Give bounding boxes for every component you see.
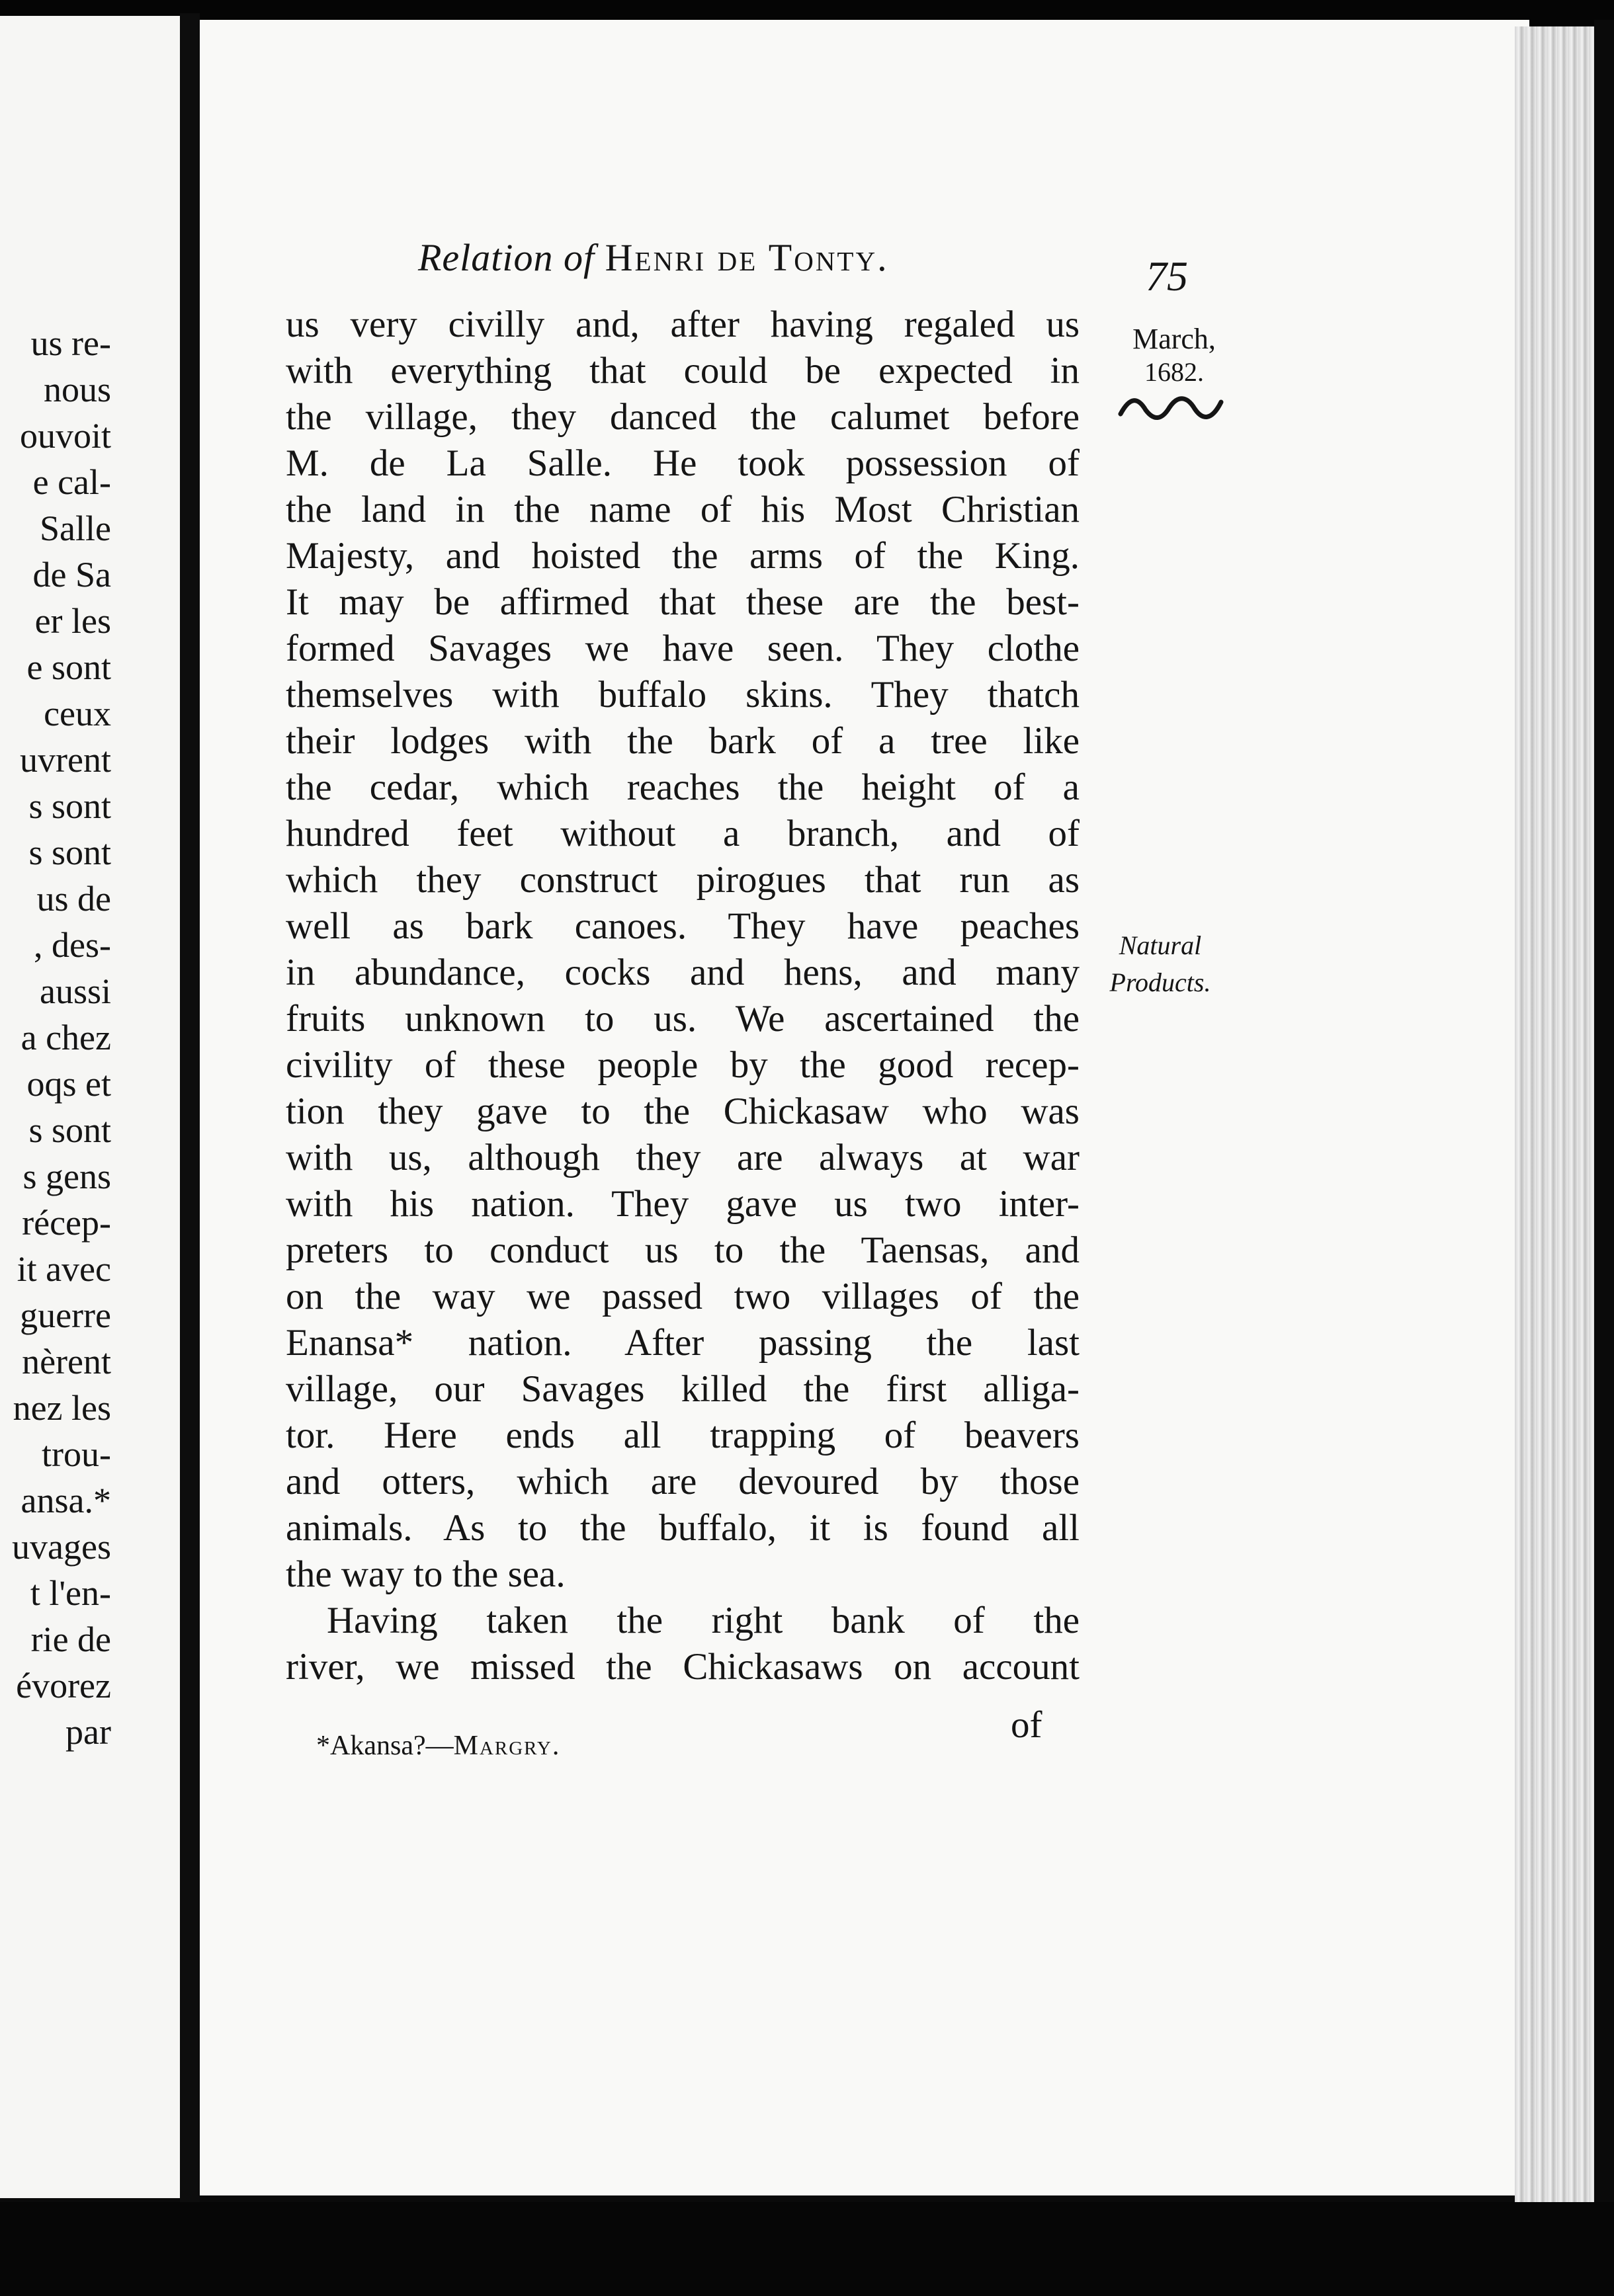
verso-line: Salle [40, 509, 111, 548]
verso-line: trou- [42, 1434, 111, 1474]
body-line: hundred feet without a branch, and of [286, 813, 1080, 854]
verso-line: t l'en- [30, 1573, 111, 1613]
verso-line: s sont [28, 786, 111, 826]
verso-line: aussi [40, 971, 111, 1011]
page-fore-edge [1515, 26, 1601, 2202]
body-line: with us, although they are always at war [286, 1137, 1080, 1178]
verso-line: de Sa [32, 555, 111, 594]
footnote [316, 1727, 560, 1764]
margin-date [1118, 323, 1230, 389]
verso-line: s sont [28, 1110, 111, 1150]
verso-line: s gens [22, 1157, 111, 1196]
verso-line: récep- [22, 1203, 111, 1243]
body-line: fruits unknown to us. We ascertained the [286, 998, 1080, 1040]
verso-line: er les [34, 601, 111, 641]
verso-line: nèrent [22, 1342, 111, 1381]
body-line: the cedar, which reaches the height of a [286, 766, 1080, 808]
body-line: tor. Here ends all trapping of beavers [286, 1414, 1080, 1456]
scan-right-border [1594, 20, 1614, 2202]
body-text [286, 302, 1080, 1690]
verso-line: us de [36, 879, 111, 919]
body-line: preters to conduct us to the Taensas, and [286, 1229, 1080, 1271]
margin-note-line: Products. [1109, 967, 1211, 997]
body-line: It may be affirmed that these are the best- [286, 581, 1080, 623]
body-line: on the way we passed two villages of the [286, 1276, 1080, 1317]
verso-line: ansa.* [21, 1481, 111, 1520]
verso-line: a chez [21, 1018, 111, 1057]
body-line: with everything that could be expected in [286, 350, 1080, 391]
margin-note-line: Natural [1119, 930, 1202, 960]
verso-page [0, 16, 184, 2198]
verso-line: , des- [34, 925, 111, 965]
verso-line: e cal- [32, 462, 111, 502]
body-line: the land in the name of his Most Christian [286, 489, 1080, 530]
verso-text-fragment [0, 320, 111, 1755]
body-line: themselves with buffalo skins. They thatch [286, 674, 1080, 716]
running-head-name: Henri de Tonty. [605, 236, 889, 279]
body-line: civility of these people by the good recep- [286, 1044, 1080, 1086]
catchword: of [1011, 1704, 1042, 1746]
page-number: 75 [1146, 253, 1188, 300]
verso-line: par [65, 1712, 111, 1752]
verso-line: évorez [16, 1666, 111, 1705]
verso-line: uvrent [20, 740, 111, 780]
verso-line: oqs et [26, 1064, 111, 1104]
book-gutter [180, 13, 200, 2202]
verso-line: ouvoit [19, 416, 111, 456]
body-line: the village, they danced the calumet before [286, 396, 1080, 438]
footnote-author: Margry. [453, 1731, 561, 1761]
verso-line: rie de [30, 1620, 111, 1659]
body-line: and otters, which are devoured by those [286, 1461, 1080, 1502]
body-line: their lodges with the bark of a tree like [286, 720, 1080, 762]
ornament-squiggle-icon [1115, 390, 1228, 423]
body-line: us very civilly and, after having regaled us [286, 304, 1080, 345]
body-line: Majesty, and hoisted the arms of the King. [286, 535, 1080, 577]
margin-date-month: March, [1132, 323, 1216, 355]
verso-line: ceux [44, 694, 111, 733]
body-line: with his nation. They gave us two inter- [286, 1183, 1080, 1225]
margin-note-natural-products [1094, 927, 1226, 1001]
verso-line: e sont [26, 647, 111, 687]
verso-line: it avec [17, 1249, 111, 1289]
body-line: Enansa* nation. After passing the last [286, 1322, 1080, 1364]
scan-bottom-border [0, 2202, 1614, 2296]
body-line: village, our Savages killed the first alliga- [286, 1368, 1080, 1410]
body-line: which they construct pirogues that run as [286, 859, 1080, 901]
body-line: M. de La Salle. He took possession of [286, 442, 1080, 484]
body-line: river, we missed the Chickasaws on account [286, 1646, 1080, 1688]
running-head [418, 231, 1033, 284]
running-head-prefix: Relation of [418, 236, 595, 279]
footnote-text: *Akansa?— [316, 1731, 454, 1761]
body-line: Having taken the right bank of the [327, 1600, 1080, 1641]
body-line: well as bark canoes. They have peaches [286, 905, 1080, 947]
body-line: the way to the sea. [286, 1553, 566, 1595]
verso-line: s sont [28, 833, 111, 872]
body-line: formed Savages we have seen. They clothe [286, 628, 1080, 669]
verso-line: nous [43, 370, 111, 409]
body-line: tion they gave to the Chickasaw who was [286, 1090, 1080, 1132]
body-line: animals. As to the buffalo, it is found all [286, 1507, 1080, 1549]
verso-line: us re- [30, 323, 111, 363]
verso-line: guerre [20, 1295, 111, 1335]
body-line: in abundance, cocks and hens, and many [286, 952, 1080, 993]
margin-date-year: 1682. [1144, 357, 1204, 387]
verso-line: uvages [12, 1527, 111, 1567]
verso-line: nez les [13, 1388, 111, 1428]
